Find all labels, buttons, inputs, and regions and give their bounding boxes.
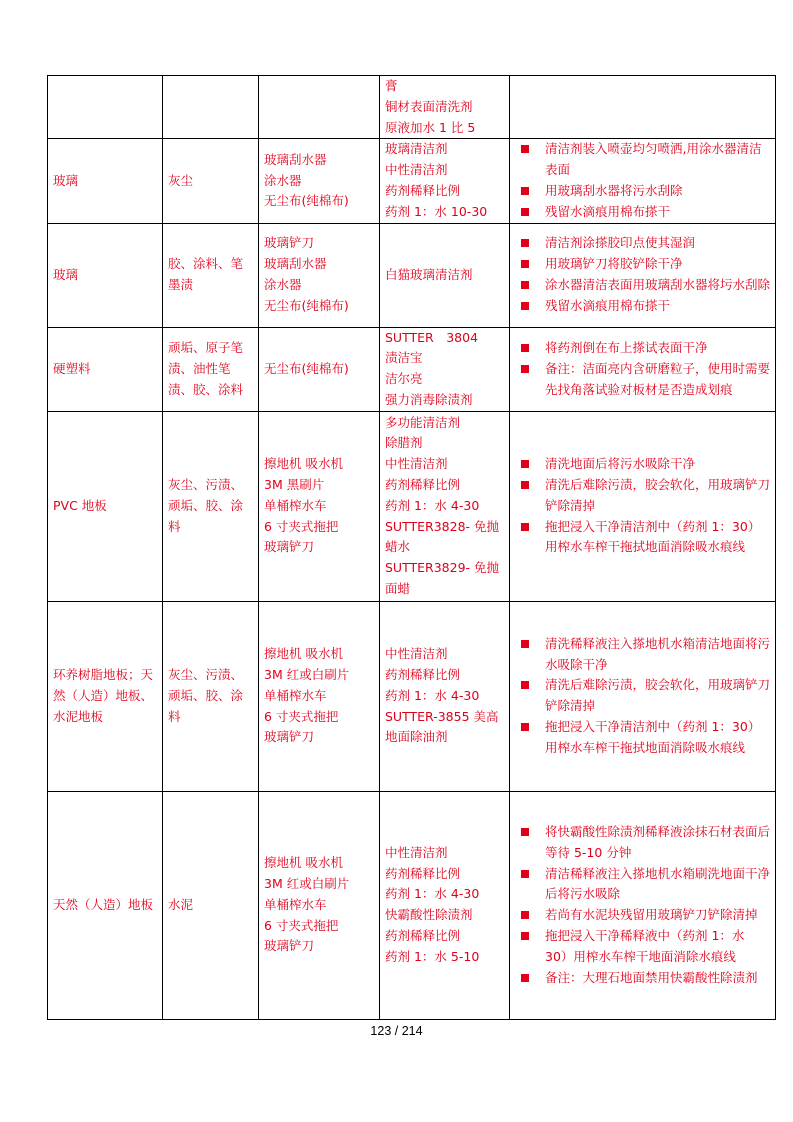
method-step: 拖把浸入干净清洁剂中（药剂 1：30）用榨水车榨干拖拭地面消除吸水痕线 [515, 717, 770, 759]
chemical-item: 铜材表面清洗剂 [385, 98, 473, 114]
tool-item: 涂水器 [264, 277, 302, 293]
dirt-cell [163, 223, 259, 327]
chemicals-cell [380, 327, 510, 411]
method-step: 将快霸酸性除渍剂稀释液涂抹石材表面后等待 5-10 分钟 [515, 822, 770, 864]
chemical-item: 药剂 1：水 4-30 [385, 886, 480, 902]
chemical-item: 膏 [385, 78, 398, 93]
page-number: 123 / 214 [370, 1024, 423, 1038]
tool-item: 无尘布(纯棉布) [264, 360, 349, 376]
dirt-cell [163, 601, 259, 791]
method-step: 用玻璃刮水器将污水刮除 [515, 181, 770, 202]
chemical-item: SUTTER 3804 [385, 329, 479, 345]
method-cell [510, 76, 776, 139]
method-step: 拖把浸入干净稀释液中（药剂 1：水 30）用榨水车榨干地面消除水痕线 [515, 926, 770, 968]
material-text: 玻璃 [53, 266, 79, 282]
material-cell [48, 76, 163, 139]
tool-item: 6 寸夹式拖把 [264, 518, 339, 534]
chemical-item: 中性清洁剂 [385, 162, 448, 178]
tool-item: 3M 黑刷片 [264, 477, 325, 493]
method-list [515, 822, 770, 988]
chemical-item: 药剂 1：水 4-30 [385, 497, 480, 513]
method-step: 清洁剂装入喷壶均匀喷洒,用涂水器清洁表面 [515, 139, 770, 181]
dirt-cell [163, 76, 259, 139]
material-text: 硬塑料 [53, 360, 91, 376]
tool-item: 擦地机 吸水机 [264, 646, 343, 662]
method-step: 用玻璃铲刀将胶铲除干净 [515, 254, 770, 275]
chemical-item: SUTTER-3855 美高地面除油剂 [385, 708, 499, 745]
tool-item: 单桶榨水车 [264, 497, 327, 513]
tool-item: 玻璃刮水器 [264, 256, 327, 272]
material-cell [48, 223, 163, 327]
chemical-item: 药剂稀释比例 [385, 477, 461, 493]
tool-item: 擦地机 吸水机 [264, 855, 343, 871]
material-cell [48, 791, 163, 1019]
method-list [515, 634, 770, 759]
tool-item: 3M 红或白刷片 [264, 667, 350, 683]
tools-cell [259, 601, 380, 791]
tools-cell [259, 139, 380, 223]
method-step: 拖把浸入干净清洁剂中（药剂 1：30）用榨水车榨干拖拭地面消除吸水痕线 [515, 517, 770, 559]
method-step: 残留水滴痕用棉布搽干 [515, 202, 770, 223]
chemical-item: 多功能清洁剂 [385, 414, 461, 430]
method-cell [510, 601, 776, 791]
chemicals-cell [380, 411, 510, 601]
chemical-item: 除腊剂 [385, 435, 423, 451]
dirt-text: 顽垢、原子笔渍、油性笔渍、胶、涂料 [168, 339, 244, 397]
tool-item: 玻璃铲刀 [264, 235, 315, 251]
dirt-text: 灰尘、污渍、顽垢、胶、涂料 [168, 477, 244, 534]
chemical-item: SUTTER3829- 免抛面蜡 [385, 560, 500, 597]
tool-item: 单桶榨水车 [264, 896, 327, 912]
tool-item: 玻璃铲刀 [264, 729, 315, 745]
dirt-cell [163, 791, 259, 1019]
dirt-cell [163, 327, 259, 411]
method-step: 将药剂倒在布上搽试表面干净 [515, 338, 770, 359]
tool-item: 玻璃刮水器 [264, 151, 327, 167]
material-cell [48, 411, 163, 601]
method-step: 清洗稀释液注入搽地机水箱清洁地面将污水吸除干净 [515, 634, 770, 676]
tool-item: 6 寸夹式拖把 [264, 917, 339, 933]
table-row [48, 411, 776, 601]
material-cell [48, 601, 163, 791]
chemical-item: 洁尔亮 [385, 371, 423, 387]
table-row [48, 791, 776, 1019]
chemical-item: 药剂稀释比例 [385, 865, 461, 881]
chemical-item: 渍洁宝 [385, 350, 423, 366]
chemical-item: SUTTER3828- 免抛蜡水 [385, 518, 500, 555]
table-row [48, 223, 776, 327]
method-cell [510, 223, 776, 327]
chemical-item: 中性清洁剂 [385, 646, 448, 662]
method-step: 涂水器清洁表面用玻璃刮水器将圬水刮除 [515, 275, 770, 296]
method-step: 清洗后难除污渍，胶会软化，用玻璃铲刀铲除清掉 [515, 675, 770, 717]
method-step: 若尚有水泥块残留用玻璃铲刀铲除清掉 [515, 905, 770, 926]
method-list [515, 139, 770, 222]
chemical-item: 原液加水 1 比 5 [385, 119, 476, 135]
tool-item: 玻璃铲刀 [264, 938, 315, 954]
chemical-item: 强力消毒除渍剂 [385, 391, 473, 407]
chemicals-cell [380, 76, 510, 139]
method-cell [510, 139, 776, 223]
method-step: 清洁剂涂搽胶印点使其湿润 [515, 233, 770, 254]
tools-cell [259, 76, 380, 139]
method-step: 清洗后难除污渍，胶会软化，用玻璃铲刀铲除清掉 [515, 475, 770, 517]
chemical-item: 药剂稀释比例 [385, 182, 461, 198]
table-row [48, 601, 776, 791]
tool-item: 无尘布(纯棉布) [264, 193, 349, 209]
dirt-cell [163, 411, 259, 601]
dirt-text: 灰尘、污渍、顽垢、胶、涂料 [168, 667, 244, 724]
tool-item: 涂水器 [264, 172, 302, 188]
tools-cell [259, 223, 380, 327]
chemical-item: 药剂稀释比例 [385, 667, 461, 683]
dirt-text: 水泥 [168, 896, 194, 912]
tool-item: 单桶榨水车 [264, 687, 327, 703]
method-list [515, 338, 770, 400]
tools-cell [259, 791, 380, 1019]
tools-cell [259, 327, 380, 411]
cleaning-method-table [47, 75, 776, 1020]
method-cell [510, 791, 776, 1019]
tool-item: 玻璃铲刀 [264, 539, 315, 555]
chemicals-cell [380, 601, 510, 791]
chemical-item: 药剂稀释比例 [385, 928, 461, 944]
material-text: 玻璃 [53, 172, 79, 188]
method-step: 残留水滴痕用棉布搽干 [515, 296, 770, 317]
chemicals-cell [380, 139, 510, 223]
dirt-text: 灰尘 [168, 172, 194, 188]
chemical-item: 中性清洁剂 [385, 456, 448, 472]
method-step: 备注：大理石地面禁用快霸酸性除渍剂 [515, 968, 770, 989]
method-list [515, 454, 770, 558]
chemical-item: 药剂 1：水 5-10 [385, 948, 480, 964]
dirt-cell [163, 139, 259, 223]
chemical-item: 药剂 1：水 4-30 [385, 687, 480, 703]
material-cell [48, 327, 163, 411]
material-text: PVC 地板 [53, 497, 107, 513]
chemical-item: 药剂 1：水 10-30 [385, 203, 488, 219]
material-cell [48, 139, 163, 223]
method-cell [510, 411, 776, 601]
tool-item: 擦地机 吸水机 [264, 456, 343, 472]
table-row [48, 139, 776, 223]
chemical-item: 玻璃清洁剂 [385, 141, 448, 157]
table-row [48, 76, 776, 139]
tools-cell [259, 411, 380, 601]
tool-item: 无尘布(纯棉布) [264, 297, 349, 313]
chemicals-cell [380, 791, 510, 1019]
tool-item: 6 寸夹式拖把 [264, 708, 339, 724]
dirt-text: 胶、涂料、笔墨渍 [168, 256, 244, 293]
material-text: 天然（人造）地板 [53, 896, 154, 912]
tool-item: 3M 红或白刷片 [264, 876, 350, 892]
chemical-item: 中性清洁剂 [385, 844, 448, 860]
material-text: 环养树脂地板；天然（人造）地板、水泥地板 [53, 667, 154, 724]
chemical-item: 白猫玻璃清洁剂 [385, 266, 473, 282]
method-step: 清洁稀释液注入搽地机水箱刷洗地面干净后将污水吸除 [515, 864, 770, 906]
method-step: 清洗地面后将污水吸除干净 [515, 454, 770, 475]
method-list [515, 233, 770, 316]
method-step: 备注：洁面亮内含研磨粒子，使用时需要先找角落试验对板材是否造成划痕 [515, 359, 770, 401]
table-row [48, 327, 776, 411]
method-cell [510, 327, 776, 411]
chemicals-cell [380, 223, 510, 327]
chemical-item: 快霸酸性除渍剂 [385, 907, 473, 923]
